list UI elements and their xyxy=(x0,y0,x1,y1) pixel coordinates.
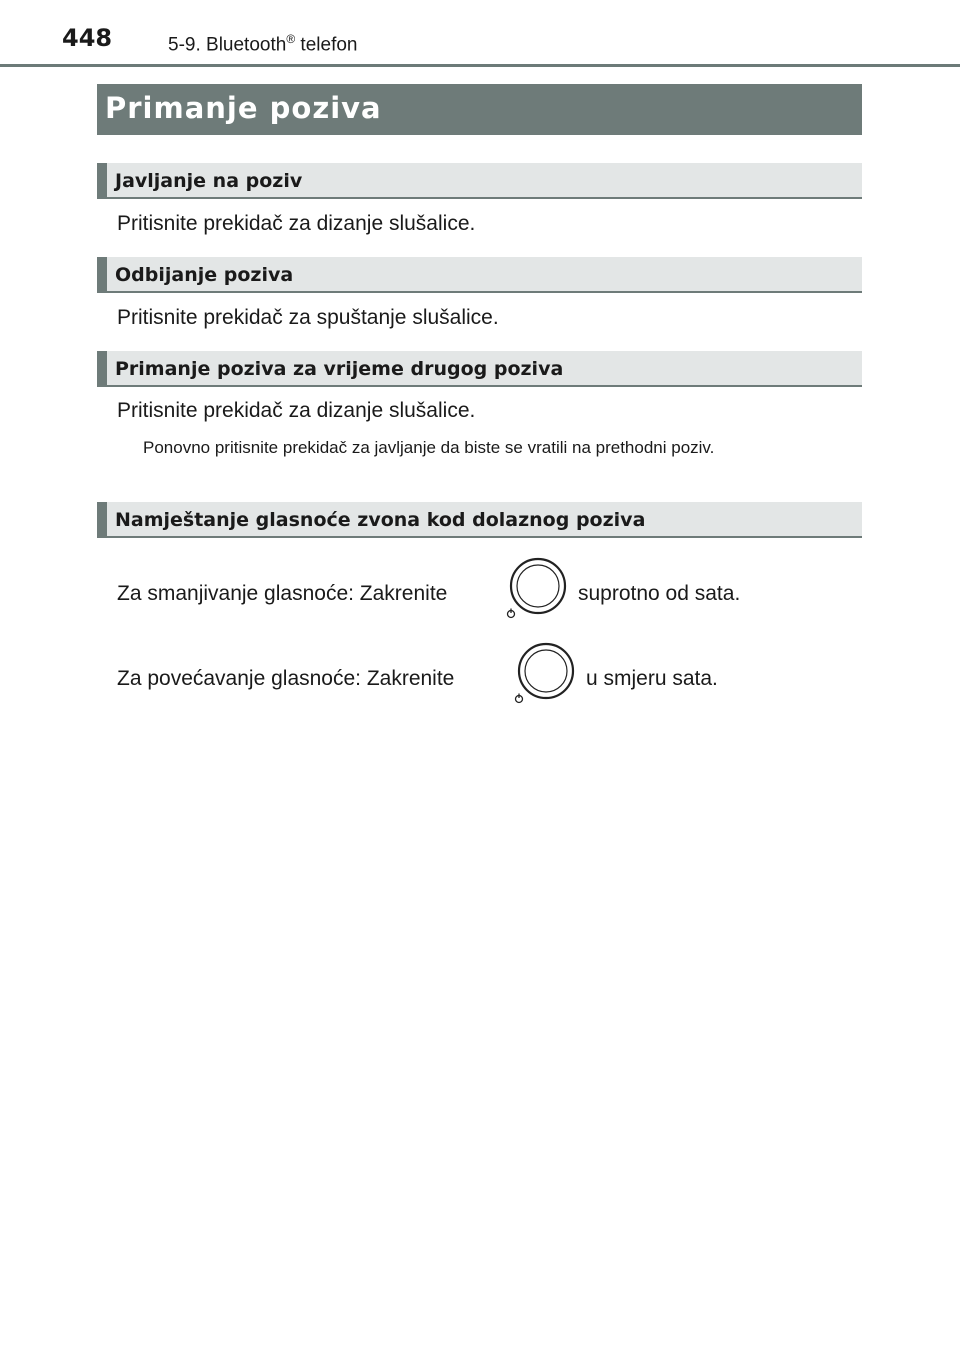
section-accent xyxy=(97,163,107,197)
power-volume-knob-icon xyxy=(503,556,569,622)
section-heading-answer xyxy=(97,163,862,199)
page-title: Primanje poziva xyxy=(105,91,382,125)
section-accent xyxy=(97,257,107,291)
call-waiting-note: Ponovno pritisnite prekidač za javljanje da biste se vratili na prethodni poziv. xyxy=(143,438,715,457)
chapter-name: 5-9. Bluetooth xyxy=(168,34,287,56)
volume-decrease-direction: suprotno od sata. xyxy=(578,582,741,605)
chapter-suffix: telefon xyxy=(295,34,358,56)
section-heading-label: Odbijanje poziva xyxy=(115,264,294,286)
call-waiting-instruction: Pritisnite prekidač za dizanje slušalice. xyxy=(117,399,476,422)
chapter-title xyxy=(168,32,357,56)
reject-instruction: Pritisnite prekidač za spuštanje slušalice. xyxy=(117,306,499,329)
section-heading-label: Namještanje glasnoće zvona kod dolaznog poziva xyxy=(115,509,646,531)
section-heading-label: Primanje poziva za vrijeme drugog poziva xyxy=(115,358,564,380)
volume-increase-direction: u smjeru sata. xyxy=(586,667,718,690)
page-title-banner xyxy=(97,84,862,135)
section-accent xyxy=(97,351,107,385)
header-rule xyxy=(0,64,960,67)
answer-instruction: Pritisnite prekidač za dizanje slušalice. xyxy=(117,212,476,235)
section-heading-reject xyxy=(97,257,862,293)
page-number: 448 xyxy=(62,24,113,52)
registered-mark: ® xyxy=(286,32,296,46)
page-header xyxy=(0,0,960,68)
section-heading-ring-volume xyxy=(97,502,862,538)
section-heading-call-waiting xyxy=(97,351,862,387)
section-heading-label: Javljanje na poziv xyxy=(115,170,303,192)
volume-decrease-text: Za smanjivanje glasnoće: Zakrenite xyxy=(117,582,448,605)
volume-increase-text: Za povećavanje glasnoće: Zakrenite xyxy=(117,667,455,690)
section-accent xyxy=(97,502,107,536)
power-volume-knob-icon xyxy=(511,641,577,707)
